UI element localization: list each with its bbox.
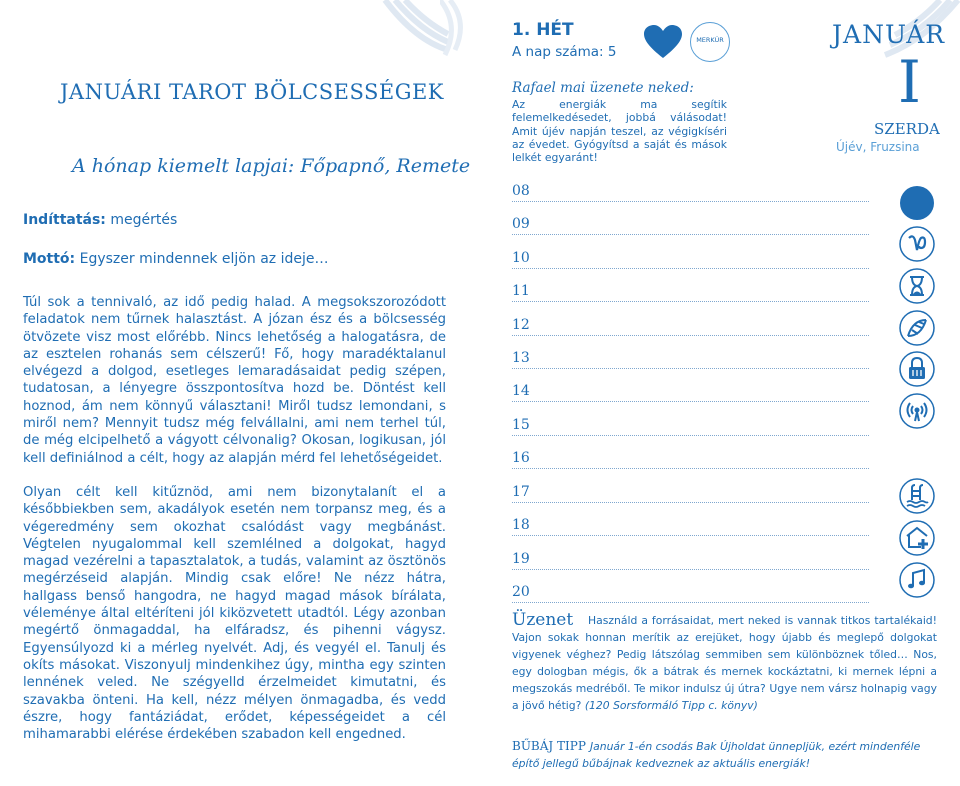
lock-icon: [899, 351, 935, 387]
hour-line[interactable]: [512, 244, 869, 269]
hour-label: 17: [512, 484, 530, 500]
hour-line[interactable]: [512, 377, 869, 402]
hour-label: 12: [512, 317, 530, 333]
tipp-text: Január 1-én csodás Bak Újholdat ünnepljük, ezért mindenféle építő jellegű bűbájnak kedveznek az aktuális energiák!: [512, 740, 921, 770]
hour-label: 20: [512, 584, 530, 600]
brand-logo: [690, 22, 730, 62]
hour-label: 11: [512, 283, 530, 299]
hour-line[interactable]: [512, 277, 869, 302]
uzenet-text: [512, 612, 937, 715]
hour-label: 08: [512, 183, 530, 199]
motivation-label: Indíttatás:: [23, 212, 106, 228]
paragraph-1: Túl sok a tennivaló, az idő pedig halad. A megsokszorozódott feladatok nem tűrnek halasztást. A józan ész és a bölcsesség ötvözete visz most előrébb. Nincs lehetőség a halogatásra, de az esztelen rohanás sem célszerű! Fő, hogy maradéktalanul elvégezd a dolgod, esetleges lemaradásaidat pedig szépen, tudatosan, a lényegre összpontosítva hozd be. Döntést kell hoznod, ám nem könnyű választani! Miről tudsz lemondani, s miről nem? Mennyit tudsz még felvállalni, ami nem terhel túl, de még elcipelhető a vágyott célvonalig? Okosan, logikusan, jól kell definiálnod a célt, hogy az alapján mérd fel lehetőségeidet.: [23, 295, 446, 466]
day-of-month: I: [898, 48, 921, 116]
month-name: JANUÁR: [832, 20, 946, 49]
hour-line[interactable]: [512, 344, 869, 369]
hourglass-icon: [899, 268, 935, 304]
motto-line: [23, 251, 328, 267]
paragraph-2: Olyan célt kell kitűznöd, ami nem bizonytalanít el a későbbiekben sem, akadályok esetén nem torpansz meg, és a végeredmény sem okozhat csalódást vagy megbánást. Végtelen nyugalommal kell szemlélned a dolgokat, hagyd magad vezérelni a tapasztalatok, a tudás, valamint az ösztönös megérzéseid alapján. Mindig csak előre! Ne nézz hátra, hallgass benső hangodra, ne hagyd magad mások bírálata, véleménye által eltéríteni jól kiközvetett utadtól. Légy azonban megértő önmagaddal, ha elfáradsz, és pihenni vágysz. Egyensúlyozd ki a mérleg nyelvét. Adj, és vegyél el. Tanulj és okíts másokat. Viszonyulj mindenkihez úgy, mintha egy szinten lennének veled. Ne szégyelld érzelmeidet kimutatni, és szavakba önteni. Ha kell, nézz mélyen önmagadba, és vedd észre, hogy fantáziádat, erődet, képességeidet a cél mihamarabbi elérése érdekében szabadon kell engedned.: [23, 485, 446, 743]
uzenet-title: Üzenet: [512, 610, 574, 630]
heart-icon: [644, 25, 682, 59]
page-title: JANUÁRI TAROT BÖLCSESSÉGEK: [60, 80, 444, 104]
motivation-line: [23, 212, 177, 228]
hour-label: 13: [512, 350, 530, 366]
hour-label: 18: [512, 517, 530, 533]
uzenet-body: Használd a forrásaidat, mert neked is vannak titkos tartalékaid! Vajon sokak honnan merítik az erejüket, hogy újabb és meglepő dolgokat vigyenek véghez? Pedig látszólag semmiben sem különböznek tőled… Nos, egy dologban mégis, ők a bátrak és mernek kockáztatni, ki mernek lépni a megszokás medréből. Te mikor indulsz új útra? Ugye nem vársz holnapig vagy a jövő hétig?: [512, 614, 937, 713]
hour-label: 10: [512, 250, 530, 266]
radio-waves-icon: [899, 393, 935, 429]
hour-label: 15: [512, 417, 530, 433]
wing-ornament-center: [440, 0, 480, 60]
motto-label: Mottó:: [23, 251, 76, 267]
message-title: Rafael mai üzenete neked:: [512, 80, 694, 96]
featured-cards-line: [72, 155, 470, 177]
hour-label: 16: [512, 450, 530, 466]
message-text: Az energiák ma segítik felemelkedésedet, jobbá válásodat! Amit újév napján teszel, az végigkíséri az évedet. Gyógyítsd a saját és mások lelkét egyaránt!: [512, 98, 727, 165]
dna-icon: [899, 310, 935, 346]
pool-ladder-icon: [899, 478, 935, 514]
hour-line[interactable]: [512, 478, 869, 503]
day-number: A nap száma: 5: [512, 44, 617, 60]
weekday: SZERDA: [874, 120, 940, 138]
hour-line[interactable]: [512, 411, 869, 436]
hour-line[interactable]: [512, 210, 869, 235]
brand-name: MERKÚR: [696, 36, 724, 44]
tipp-label: BŰBÁJ TIPP: [512, 739, 586, 753]
hour-line[interactable]: [512, 545, 869, 570]
hour-line[interactable]: [512, 578, 869, 603]
hour-line[interactable]: [512, 444, 869, 469]
hour-line[interactable]: [512, 177, 869, 202]
namedays: Újév, Fruzsina: [836, 140, 920, 154]
week-label: 1. HÉT: [512, 20, 574, 40]
bubaj-tipp: [512, 738, 937, 772]
featured-cards: Főpapnő, Remete: [300, 155, 471, 177]
hour-line[interactable]: [512, 311, 869, 336]
medical-icon: [899, 520, 935, 556]
zodiac-sign-icon: [899, 226, 935, 262]
motivation-value: megértés: [110, 212, 178, 228]
uzenet-source: (120 Sorsformáló Tipp c. könyv): [584, 699, 758, 713]
hour-label: 09: [512, 216, 530, 232]
featured-card-label: A hónap kiemelt lapjai:: [72, 155, 295, 177]
motto-value: Egyszer mindennek eljön az ideje…: [79, 251, 329, 267]
hour-label: 19: [512, 551, 530, 567]
music-note-icon: [899, 562, 935, 598]
hour-label: 14: [512, 383, 530, 399]
moon-phase-icon: [899, 185, 935, 221]
hour-line[interactable]: [512, 511, 869, 536]
